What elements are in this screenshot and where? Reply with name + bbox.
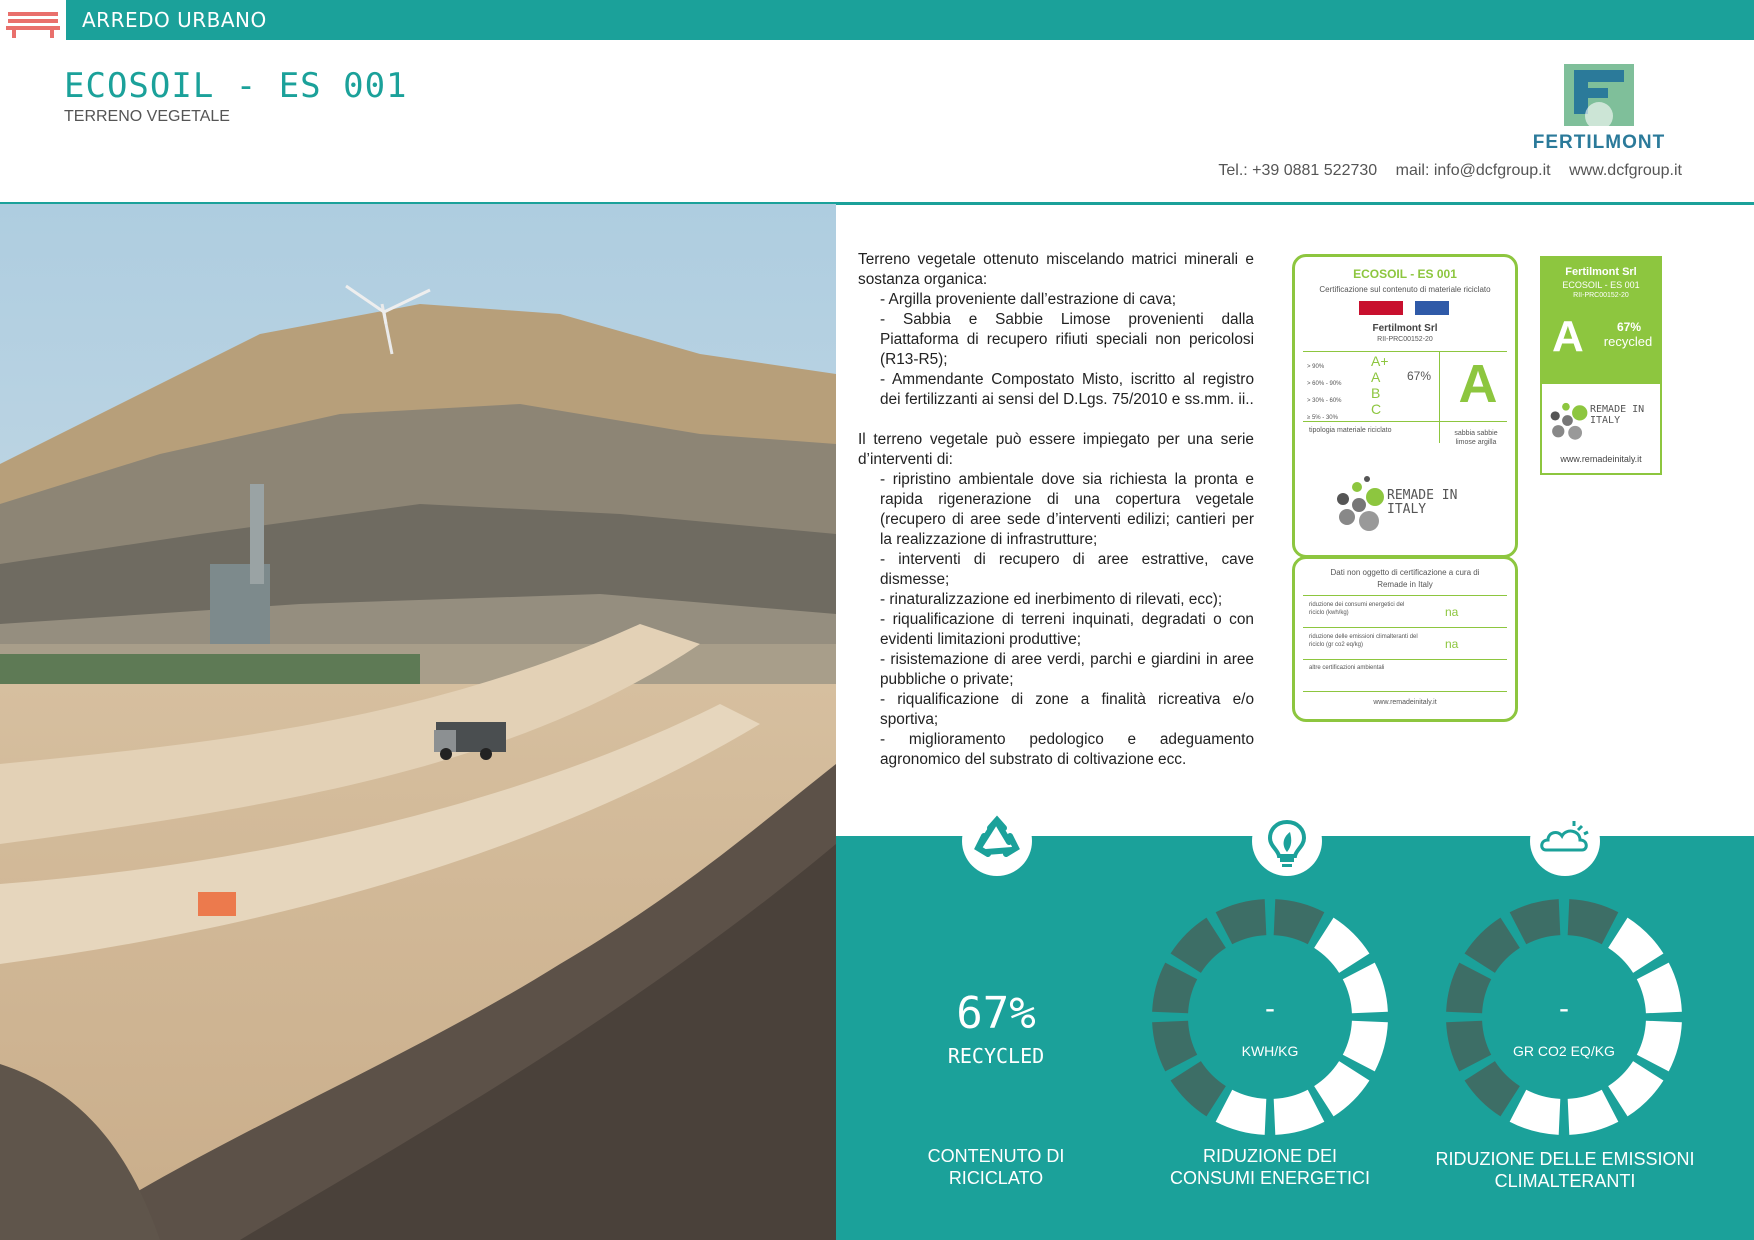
product-subtitle: TERRENO VEGETALE bbox=[64, 108, 230, 125]
co2-label: riduzione delle emissioni climalteranti del riciclo (gr co2 eq/kg) bbox=[1309, 634, 1418, 648]
emissions-reduction-label: RIDUZIONE DELLE EMISSIONI CLIMALTERANTI bbox=[1435, 1149, 1695, 1191]
badge-site[interactable]: www.remadeinitaly.it bbox=[1560, 454, 1642, 464]
badge-code: RII-PRC00152-20 bbox=[1573, 292, 1629, 299]
class-label: C bbox=[1371, 401, 1382, 417]
material-label: tipologia materiale riciclato bbox=[1309, 427, 1392, 434]
gauge-segment bbox=[1343, 1021, 1388, 1072]
gauge-segment bbox=[1465, 918, 1520, 973]
accreditation-logos bbox=[1359, 301, 1451, 315]
category-bar bbox=[0, 0, 1754, 40]
lightbulb-icon bbox=[1252, 806, 1322, 876]
energy-unit: KWH/KG bbox=[1241, 1043, 1299, 1059]
use-item: - riqualificazione di zone a finalità ricreativa e/o sportiva; bbox=[880, 691, 1254, 728]
badge-grade: A bbox=[1552, 312, 1584, 361]
gauge-segment bbox=[1446, 1021, 1491, 1072]
other-cert-label: altre certificazioni ambientali bbox=[1309, 665, 1385, 671]
email-text[interactable]: mail: info@dcfgroup.it bbox=[1395, 162, 1551, 179]
gauge-segment bbox=[1216, 899, 1267, 944]
composition-item: - Argilla proveniente dall’estrazione di cava; bbox=[880, 291, 1177, 308]
certificate-data-card bbox=[1292, 556, 1518, 722]
range-row: > 90% bbox=[1307, 364, 1325, 370]
data-title: Dati non oggetto di certificazione a cura di Remade in Italy bbox=[1330, 568, 1480, 589]
use-item: - rinaturalizzazione ed inerbimento di rilevati, ecc); bbox=[880, 591, 1223, 608]
cert-caption: Certificazione sul contenuto di materiale riciclato bbox=[1319, 285, 1491, 294]
gauge-segment bbox=[1608, 918, 1663, 973]
quarry-photo bbox=[0, 204, 836, 1240]
remade-in-italy-logo bbox=[1546, 396, 1656, 446]
class-label: A bbox=[1371, 369, 1381, 385]
gauge-segment bbox=[1343, 963, 1388, 1014]
cert-code: RII-PRC00152-20 bbox=[1377, 336, 1433, 343]
recycled-content-label: CONTENUTO DI RICICLATO bbox=[927, 1146, 1065, 1188]
remade-text: REMADE IN ITALY bbox=[1387, 488, 1458, 517]
contact-line bbox=[1204, 162, 1682, 180]
gauge-segment bbox=[1314, 1061, 1369, 1116]
gauge-segment bbox=[1637, 963, 1682, 1014]
recycled-badge bbox=[1540, 256, 1662, 475]
gauge-segment bbox=[1152, 963, 1197, 1014]
description-block bbox=[858, 250, 1254, 770]
recycle-icon bbox=[962, 806, 1032, 876]
class-label: A+ bbox=[1371, 353, 1389, 369]
uses-intro-text: Il terreno vegetale può essere impiegato per una serie d’interventi di: bbox=[858, 431, 1254, 468]
use-item: - miglioramento pedologico e adeguamento agronomico del substrato di coltivazione ecc. bbox=[880, 731, 1254, 768]
cert-title: ECOSOIL - ES 001 bbox=[1353, 267, 1457, 281]
use-item: - risistemazione di aree verdi, parchi e giardini in aree pubbliche o private; bbox=[880, 651, 1254, 688]
use-item: - riqualificazione di terreni inquinati, degradati o con evidenti limitazioni produttive; bbox=[880, 611, 1254, 648]
gauge-segment bbox=[1637, 1021, 1682, 1072]
composition-item: - Sabbia e Sabbie Limose provenienti dalla Piattaforma di recupero rifiuti speciali non pericolosi (R13-R5); bbox=[880, 311, 1254, 368]
recycled-unit: RECYCLED bbox=[947, 1044, 1045, 1068]
gauge-segment bbox=[1568, 1090, 1619, 1135]
fertilmont-logo bbox=[1522, 62, 1676, 154]
co2-value: - bbox=[1559, 992, 1569, 1025]
use-item: - interventi di recupero di aree estrattive, cave dismesse; bbox=[880, 551, 1254, 588]
gauge-segment bbox=[1510, 1090, 1561, 1135]
co2-unit: GR CO2 EQ/KG bbox=[1513, 1043, 1615, 1059]
remade-text: REMADE IN ITALY bbox=[1590, 404, 1645, 426]
website-link[interactable]: www.dcfgroup.it bbox=[1569, 162, 1682, 179]
gauge-segment bbox=[1171, 918, 1226, 973]
badge-percent: 67% bbox=[1616, 320, 1642, 334]
gauge-segment bbox=[1510, 899, 1561, 944]
brand-name: FERTILMONT bbox=[1532, 132, 1666, 153]
gauge-segment bbox=[1171, 1061, 1226, 1116]
energy-value: - bbox=[1265, 992, 1275, 1025]
remade-site[interactable]: www.remadeinitaly.it bbox=[1373, 699, 1437, 706]
energy-label: riduzione dei consumi energetici del riciclo (kwh/kg) bbox=[1309, 602, 1405, 616]
class-label: B bbox=[1371, 385, 1381, 401]
energy-value: na bbox=[1445, 605, 1459, 619]
gauge-segment bbox=[1465, 1061, 1520, 1116]
bench-icon bbox=[0, 0, 66, 40]
range-row: > 60% - 90% bbox=[1307, 381, 1342, 387]
certificate-card bbox=[1292, 254, 1518, 558]
cert-classes bbox=[1371, 353, 1389, 417]
gauge-segment bbox=[1446, 963, 1491, 1014]
gauge-segment bbox=[1314, 918, 1369, 973]
intro-text: Terreno vegetale ottenuto miscelando matrici minerali e sostanza organica: bbox=[858, 251, 1254, 288]
product-title: ECOSOIL - ES 001 bbox=[64, 66, 408, 106]
cloud-icon bbox=[1530, 806, 1600, 876]
material-list: sabbia sabbie limose argilla bbox=[1454, 430, 1498, 446]
cert-percent: 67% bbox=[1407, 369, 1432, 383]
badge-product: ECOSOIL - ES 001 bbox=[1562, 280, 1640, 290]
phone-text: Tel.: +39 0881 522730 bbox=[1218, 162, 1378, 179]
gauge-segment bbox=[1274, 1090, 1325, 1135]
cert-company: Fertilmont Srl bbox=[1372, 323, 1438, 334]
range-row: > 30% - 60% bbox=[1307, 398, 1342, 404]
gauge-segment bbox=[1568, 899, 1619, 944]
gauge-segment bbox=[1216, 1090, 1267, 1135]
cert-grade: A bbox=[1458, 354, 1498, 414]
badge-header bbox=[1542, 258, 1660, 384]
badge-recycled: recycled bbox=[1603, 334, 1653, 349]
gauge-segment bbox=[1152, 1021, 1197, 1072]
gauge-segment bbox=[1608, 1061, 1663, 1116]
gauge-segment bbox=[1274, 899, 1325, 944]
composition-item: - Ammendante Compostato Misto, iscritto al registro dei fertilizzanti ai sensi del D.Lgs. 75/2010 e ss.mm. ii.. bbox=[880, 371, 1254, 408]
remade-in-italy-logo bbox=[1331, 473, 1481, 533]
badge-company: Fertilmont Srl bbox=[1565, 266, 1637, 278]
energy-reduction-label: RIDUZIONE DEI CONSUMI ENERGETICI bbox=[1169, 1146, 1370, 1188]
cert-ranges bbox=[1307, 359, 1342, 427]
use-item: - ripristino ambientale dove sia richiesta la pronta e rapida rigenerazione di una copertura vegetale (recupero di aree sede d’interventi edilizi; cantieri per la realizzazione di infrastrutture; bbox=[880, 471, 1254, 548]
range-row: ≥ 5% - 30% bbox=[1307, 415, 1338, 421]
recycled-percent: 67% bbox=[956, 988, 1036, 1039]
category-label: ARREDO URBANO bbox=[82, 8, 267, 32]
co2-value: na bbox=[1445, 637, 1459, 651]
